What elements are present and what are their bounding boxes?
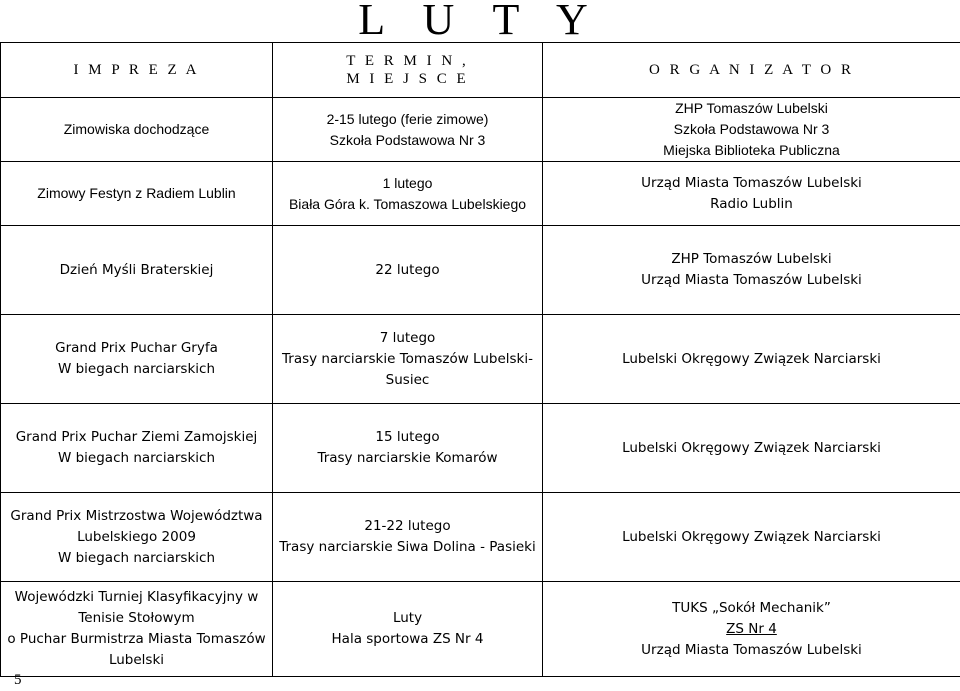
page-number: 5 <box>14 672 22 688</box>
event-line: o Puchar Burmistrza Miasta Tomaszów Lubelski <box>7 631 266 668</box>
event-line: Grand Prix Mistrzostwa Województwa Lubelskiego 2009 <box>10 507 263 545</box>
table-row <box>1 226 960 315</box>
organizer-line: Lubelski Okręgowy Związek Narciarski <box>622 528 881 545</box>
table-row <box>1 493 960 582</box>
organizer-line: ZHP Tomaszów Lubelski <box>671 251 832 267</box>
organizer-line: Miejska Biblioteka Publiczna <box>663 142 840 158</box>
table-row <box>1 315 960 404</box>
table-row <box>1 404 960 493</box>
term-line: Susiec <box>385 371 430 388</box>
header-organizer: O R G A N I Z A T O R <box>543 43 960 98</box>
organizer-cell <box>543 315 960 404</box>
organizer-line: Urząd Miasta Tomaszów Lubelski <box>641 641 862 658</box>
event-line: Zimowiska dochodzące <box>63 121 210 137</box>
term-line: Szkoła Podstawowa Nr 3 <box>329 131 486 148</box>
event-cell <box>1 226 273 315</box>
table-row <box>1 582 960 677</box>
term-line: Biała Góra k. Tomaszowa Lubelskiego <box>288 195 527 212</box>
term-line: 22 lutego <box>375 261 440 278</box>
event-cell <box>1 493 273 582</box>
organizer-cell <box>543 162 960 226</box>
term-cell <box>273 162 543 226</box>
organizer-line: ZHP Tomaszów Lubelski <box>675 100 828 116</box>
event-cell <box>1 404 273 493</box>
table-row <box>1 162 960 226</box>
organizer-cell <box>543 582 960 677</box>
header-term-line1: T E R M I N , <box>346 53 469 69</box>
term-cell <box>273 226 543 315</box>
term-line: Trasy narciarskie Siwa Dolina - Pasieki <box>279 539 536 555</box>
header-event: I M P R E Z A <box>1 43 273 98</box>
organizer-line: Lubelski Okręgowy Związek Narciarski <box>622 350 881 367</box>
organizer-line: Radio Lublin <box>710 195 793 212</box>
organizer-cell <box>543 404 960 493</box>
organizer-line: TUKS „Sokół Mechanik” <box>672 599 831 616</box>
organizer-line: Lubelski Okręgowy Związek Narciarski <box>622 439 881 456</box>
term-line: Hala sportowa ZS Nr 4 <box>331 631 484 647</box>
term-line: 2-15 lutego (ferie zimowe) <box>326 110 489 127</box>
event-line: W biegach narciarskich <box>57 549 216 566</box>
event-line: Wojewódzki Turniej Klasyfikacyjny w Tenisie Stołowym <box>14 589 259 626</box>
organizer-line: Urząd Miasta Tomaszów Lubelski <box>641 174 862 191</box>
event-line: W biegach narciarskich <box>57 450 216 466</box>
event-line: W biegach narciarskich <box>57 361 216 377</box>
event-line: Dzień Myśli Braterskiej <box>59 261 214 278</box>
event-line: Grand Prix Puchar Ziemi Zamojskiej <box>15 429 258 445</box>
event-line: Zimowy Festyn z Radiem Lublin <box>37 185 236 201</box>
term-cell <box>273 582 543 677</box>
term-line: Luty <box>392 610 423 626</box>
organizer-line: Urząd Miasta Tomaszów Lubelski <box>641 272 862 288</box>
events-table <box>0 42 960 677</box>
term-line: Trasy narciarskie Tomaszów Lubelski- <box>282 350 533 367</box>
term-line: 7 lutego <box>379 329 436 346</box>
header-term-line2: M I E J S C E <box>346 71 469 87</box>
organizer-cell <box>543 493 960 582</box>
term-cell <box>273 493 543 582</box>
organizer-line: ZS Nr 4 <box>726 620 777 637</box>
table-header-row <box>1 43 960 98</box>
organizer-line: Szkoła Podstawowa Nr 3 <box>673 121 830 137</box>
term-line: Trasy narciarskie Komarów <box>317 450 498 466</box>
event-cell <box>1 315 273 404</box>
table-row <box>1 98 960 162</box>
event-cell <box>1 162 273 226</box>
event-cell <box>1 98 273 162</box>
organizer-cell <box>543 226 960 315</box>
page-title: L U T Y <box>358 0 602 44</box>
event-line: Grand Prix Puchar Gryfa <box>55 340 218 356</box>
term-line: 1 lutego <box>382 174 433 191</box>
term-cell <box>273 98 543 162</box>
term-cell <box>273 315 543 404</box>
term-line: 21-22 lutego <box>364 518 451 534</box>
term-line: 15 lutego <box>375 429 440 445</box>
header-term <box>273 43 543 98</box>
organizer-cell <box>543 98 960 162</box>
event-cell <box>1 582 273 677</box>
term-cell <box>273 404 543 493</box>
